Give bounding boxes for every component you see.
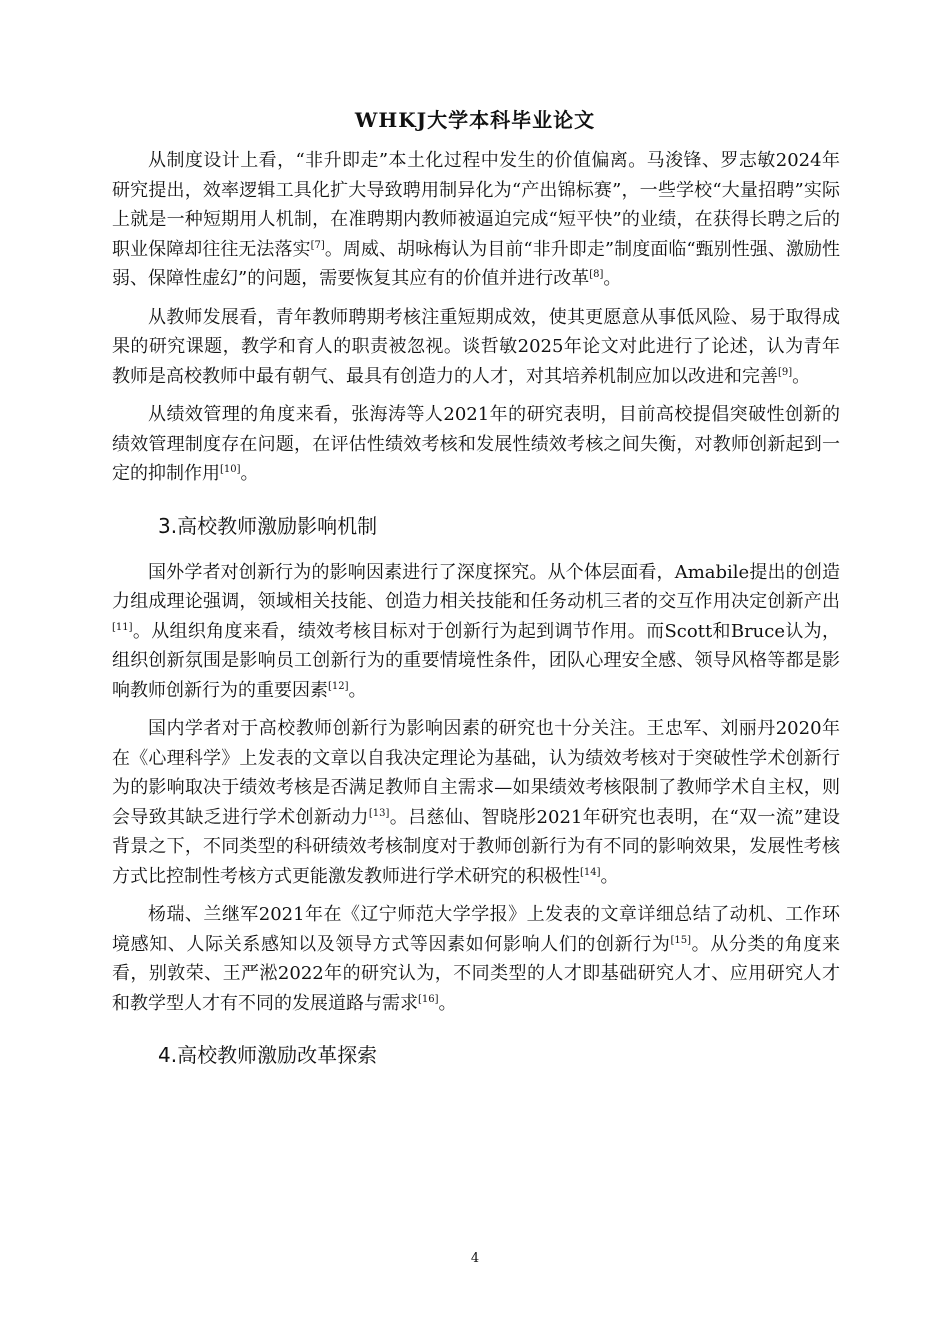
- citation: [16]: [418, 993, 439, 1005]
- paragraph: 从制度设计上看，“非升即走”本土化过程中发生的价值偏离。马浚锋、罗志敏2024年研究提出，效率逻辑工具化扩大导致聘用制异化为“产出锦标赛”，一些学校“大量招聘”实际上就是一种短期用人机制，在准聘期内教师被逼迫完成“短平快”的业绩，在获得长聘之后的职业保障却往往无法落实[7]。周威、胡咏梅认为目前“非升即走”制度面临“甄别性强、激励性弱、保障性虚幻”的问题，需要恢复其应有的价值并进行改革[8]。: [112, 150, 841, 289]
- citation: [7]: [310, 239, 325, 251]
- citation: [9]: [778, 366, 793, 378]
- citation: [11]: [112, 621, 133, 633]
- section-heading: 3.高校教师激励影响机制: [158, 513, 378, 538]
- citation: [15]: [670, 934, 692, 946]
- paragraph: 国内学者对于高校教师创新行为影响因素的研究也十分关注。王忠军、刘丽丹2020年在《心理科学》上发表的文章以自我决定理论为基础，认为绩效考核对于突破性学术创新行为的影响取决于绩效考核是否满足教师自主需求—如果绩效考核限制了教师学术自主权，则会导致其缺乏进行学术创新动力[13]。吕慈仙、智晓彤2021年研究也表明，在“双一流”建设背景之下，不同类型的科研绩效考核制度对于教师创新行为有不同的影响效果，发展性考核方式比控制性考核方式更能激发教师进行学术研究的积极性[14]。: [112, 718, 841, 887]
- page-header: WHKJ大学本科毕业论文: [354, 108, 596, 132]
- section-heading: 4.高校教师激励改革探索: [158, 1043, 378, 1067]
- citation: [12]: [328, 680, 349, 692]
- paragraph: 杨瑞、兰继军2021年在《辽宁师范大学学报》上发表的文章详细总结了动机、工作环境感知、人际关系感知以及领导方式等因素如何影响人们的创新行为[15]。从分类的角度来看，别敦荣、王严淞2022年的研究认为，不同类型的人才即基础研究人才、应用研究人才和教学型人才有不同的发展道路与需求[16]。: [112, 904, 841, 1014]
- page-body: [112, 146, 840, 1087]
- citation: [14]: [580, 866, 601, 878]
- paragraph: 从教师发展看，青年教师聘期考核注重短期成效，使其更愿意从事低风险、易于取得成果的研究课题，教学和育人的职责被忽视。谈哲敏2025年论文对此进行了论述，认为青年教师是高校教师中最有朝气、最具有创造力的人才，对其培养机制应加以改进和完善[9]。: [112, 306, 840, 387]
- page-number: 4: [470, 1251, 480, 1266]
- paragraph: 从绩效管理的角度来看，张海涛等人2021年的研究表明，目前高校提倡突破性创新的绩效管理制度存在问题，在评估性绩效考核和发展性绩效考核之间失衡，对教师创新起到一定的抑制作用[10]。: [112, 404, 840, 484]
- citation: [8]: [589, 269, 604, 280]
- citation: [10]: [220, 464, 241, 475]
- citation: [13]: [368, 807, 390, 819]
- paragraph: 国外学者对创新行为的影响因素进行了深度探究。从个体层面看，Amabile提出的创造力组成理论强调，领域相关技能、创造力相关技能和任务动机三者的交互作用决定创新产出[11]。从组织角度来看，绩效考核目标对于创新行为起到调节作用。而Scott和Bruce认为，组织创新氛围是影响员工创新行为的重要情境性条件，团队心理安全感、领导风格等都是影响教师创新行为的重要因素[12]。: [112, 561, 840, 701]
